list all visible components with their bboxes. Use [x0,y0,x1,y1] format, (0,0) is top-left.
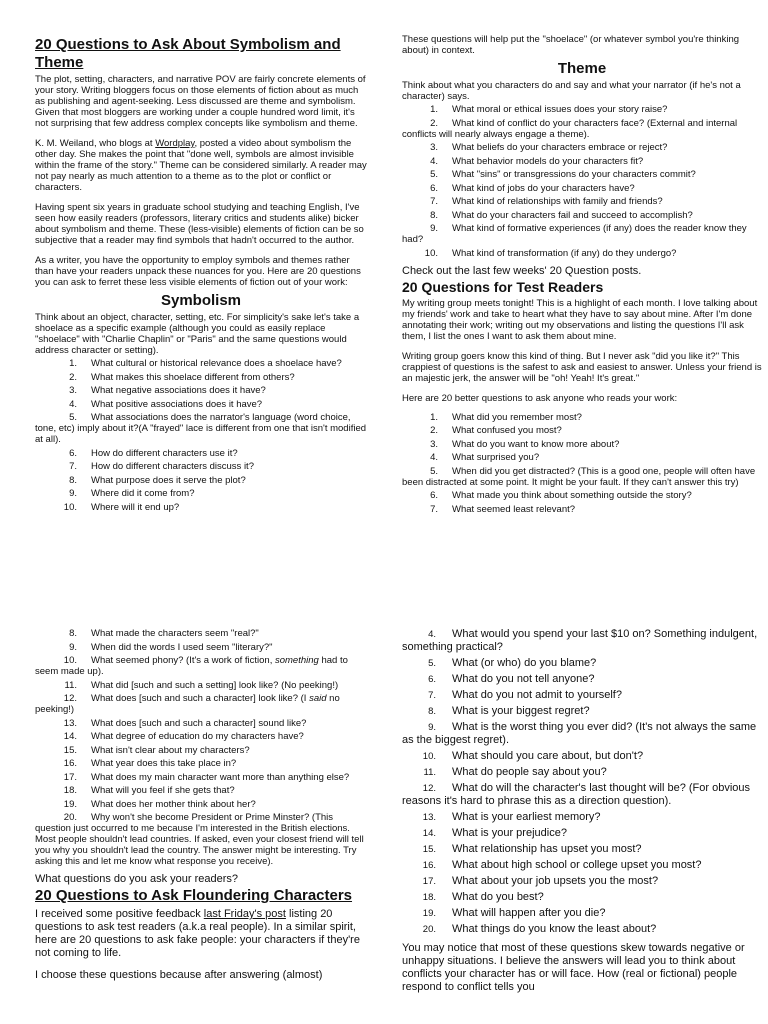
list-item-number: 4. [69,398,77,410]
list-item-text: What about high school or college upset you most? [452,859,702,871]
list-item-number: 10. [422,751,436,762]
list-item-number: 8. [428,706,436,717]
list-item-text: What moral or ethical issues does your story raise? [452,104,668,115]
list-item-text: What "sins" or transgressions do your characters commit? [452,169,696,180]
list-item-text: What is your earliest memory? [452,811,601,823]
intro-paragraph-3: Having spent six years in graduate school studying and teaching English, I've seen how easily readers (professors, literary critics and students alike) bicker about symbolism and theme. These (less-visible) elements of fiction can be so subjective that a reader may find symbols that hadn't occurred to the author. [35,202,364,246]
list-item [35,448,367,459]
list-item [35,642,367,653]
list-item-text: What do will the character's last thought will be? (For obvious reasons it's hard to phrase this as a direction question). [402,782,751,807]
list-item [35,399,367,410]
list-item [402,705,762,718]
list-item-text: What kind of conflict do your characters face? (External and internal conflicts will nearly always engage a theme). [402,117,738,140]
list-item [402,412,762,423]
list-item-text: What behavior models do your characters fit? [452,155,644,167]
list-item [402,782,762,808]
floundering-question-list [402,628,762,936]
list-item [35,628,367,639]
list-item-text: What do your characters fail and succeed to accomplish? [452,209,693,221]
list-item-number: 7. [428,690,436,701]
list-item-text: What did you remember most? [452,411,582,423]
list-item-text: What do people say about you? [452,766,607,778]
list-item [402,452,762,463]
checkout-note: Check out the last few weeks' 20 Question posts. [402,264,642,277]
list-item-number: 1. [69,358,77,369]
list-item-text: What will happen after you die? [452,907,606,919]
list-item-number: 3. [430,142,438,153]
list-item-number: 5. [430,169,438,180]
list-item-number: 2. [430,425,438,436]
list-item-number: 2. [430,117,438,129]
test-readers-question-list [402,412,762,513]
list-item-text: What do you not admit to yourself? [452,689,622,701]
list-item-text: What do you want to know more about? [452,438,620,450]
list-item-number: 3. [430,438,438,450]
list-item [402,248,762,259]
intro-paragraph-1: The plot, setting, characters, and narrative POV are fairly concrete elements of your story. Writing bloggers focus on those elements of fiction about as much as publishing and agent-seeking. Less discussed are theme and symbolism. Given that most bloggers are working under a couple hundred word limit, it's not surprising that few address complex concepts like symbolism and theme. [35,74,366,129]
list-item [402,104,762,115]
list-item [35,772,367,783]
list-item-text: What should you care about, but don't? [452,750,644,762]
list-item-number: 9. [69,641,77,653]
list-item [35,731,367,742]
list-item [402,766,762,779]
list-item-text: What kind of relationships with family and friends? [452,196,663,207]
list-item-number: 13. [63,717,77,729]
list-item-number: 7. [430,503,438,512]
page2-right-column [402,628,762,1003]
list-item-text: What does [such and such a character] sound like? [91,717,307,729]
list-item-number: 17. [63,771,77,783]
list-item [35,461,367,472]
list-item-number: 15. [422,844,436,855]
list-item-number: 19. [422,908,436,919]
list-item-text: What about your job upsets you the most? [452,875,659,887]
list-item [402,142,762,153]
list-item [35,758,367,769]
list-item-number: 13. [422,812,436,823]
last-fridays-post-link[interactable]: last Friday's post [203,908,286,920]
list-item [402,183,762,194]
list-item [35,812,367,867]
list-item-text: What made you think about something outside the story? [452,490,692,501]
list-item-text: What do you best? [452,891,544,903]
list-item-text: When did you get distracted? (This is a good one, people will often have been distracted at some point. It might be your fault. If they can't answer this try) [402,465,756,488]
list-item [402,210,762,221]
list-item-number: 20. [422,924,436,935]
list-item-number: 9. [430,223,438,234]
theme-heading: Theme [557,60,607,77]
list-item-number: 7. [430,196,438,207]
list-item-text: What is your biggest regret? [452,705,590,717]
list-item [402,657,762,670]
list-item-text: What cultural or historical relevance does a shoelace have? [91,358,342,369]
list-item [402,750,762,763]
symbolism-heading: Symbolism [160,292,242,309]
list-item-text: How do different characters use it? [91,447,238,459]
list-item-number: 5. [428,658,436,669]
list-item-text: What beliefs do your characters embrace or reject? [452,142,668,153]
list-item-number: 18. [63,785,77,796]
theme-question-list [402,104,762,259]
test-readers-question-list-continued [35,628,367,867]
list-item-text: What confused you most? [452,425,562,436]
list-item [35,488,367,499]
test-readers-paragraph-2: Writing group goers know this kind of thing. But I never ask "did you like it?" This crappiest of questions is the safest to ask and easiest to answer. Unless your friend is an majestic jerk, the answer will be "oh! Yeah! It's great." [402,350,762,384]
list-item-number: 17. [422,876,436,887]
list-item-text: What relationship has upset you most? [452,843,642,855]
list-item-number: 5. [430,465,438,477]
list-item-text: What seemed least relevant? [452,503,576,512]
list-item-text: said [309,693,327,704]
list-item [35,502,367,513]
list-item [402,891,762,904]
list-item [402,490,762,501]
list-item [402,689,762,702]
list-item-text: What kind of jobs do your characters have? [452,182,635,194]
list-item-number: 14. [63,731,77,742]
list-item [402,673,762,686]
list-item [402,425,762,436]
list-item-number: 1. [430,104,438,115]
list-item-number: 10. [424,247,438,259]
list-item-number: 10. [63,655,77,666]
list-item [402,923,762,936]
list-item [402,156,762,167]
list-item-number: 9. [428,722,436,733]
list-item-text: When did the words I used seem "literary?" [91,641,273,653]
list-item-text: What associations does the narrator's language (word choice, tone, etc) imply about it?(A "frayed" lace is different from one that isn't modified at all). [35,412,367,445]
list-item-text: had to seem made up). [35,655,348,677]
list-item-number: 6. [69,447,77,459]
list-item-number: 4. [428,629,436,640]
list-item [402,827,762,840]
list-item-number: 11. [64,679,77,691]
list-item [35,785,367,796]
list-item-text: What did [such and such a setting] look like? (No peeking!) [91,679,339,691]
list-item [402,439,762,450]
list-item [402,907,762,920]
list-item [402,628,762,654]
list-item-number: 19. [63,798,77,810]
list-item-number: 4. [430,452,438,463]
floundering-closing-paragraph: You may notice that most of these questions skew towards negative or unhappy situations. I believe the answers will lead you to think about conflicts your character has or will face. How (real or fictional) people respond to conflict tells you [402,942,745,993]
list-item-number: 8. [69,628,77,639]
list-item [35,412,367,445]
readers-closing-question: What questions do you ask your readers? [35,873,239,885]
list-item-number: 18. [422,892,436,903]
context-note: These questions will help put the "shoelace" (or whatever symbol you're thinking about) in context. [402,34,740,56]
list-item-text: something [274,655,319,666]
list-item-text: What would you spend your last $10 on? Something indulgent, something practical? [402,628,758,653]
list-item-text: How do different characters discuss it? [91,461,254,472]
list-item-number: 8. [69,474,77,486]
list-item-number: 16. [422,860,436,871]
list-item-number: 10. [63,501,77,512]
list-item-text: What things do you know the least about? [452,923,657,935]
list-item-text: What is your prejudice? [452,827,567,839]
list-item-text: What positive associations does it have? [91,398,263,410]
list-item [35,745,367,756]
intro-paragraph-2: K. M. Weiland, who blogs at Wordplay, posted a video about symbolism the other day. She makes the point that "done well, symbols are almost invisible within the frame of the story." Theme can be considered similarly. A reader may not pay nearly as much attention to a theme as to the plot or conflict or characters. [35,138,367,193]
list-item-text: What kind of formative experiences (if any) does the reader know they had? [402,223,747,245]
list-item-text: What will you feel if she gets that? [91,785,235,796]
list-item [402,859,762,872]
list-item [35,385,367,396]
list-item-number: 12. [422,783,436,794]
list-item-text: What isn't clear about my characters? [91,744,250,756]
list-item-text: What seemed phony? (It's a work of fiction, [91,655,275,666]
list-item-number: 11. [423,767,436,778]
list-item [402,169,762,180]
list-item-text: What kind of transformation (if any) do they undergo? [452,247,677,259]
list-item-text: What negative associations does it have? [91,385,266,396]
document-page-2 [0,612,768,1024]
list-item [402,118,762,140]
list-item-text: What made the characters seem "real?" [91,628,259,639]
list-item [402,196,762,207]
list-item-number: 5. [69,412,77,423]
list-item-text: What purpose does it serve the plot? [91,474,246,486]
symbolism-question-list [35,358,367,512]
list-item [402,843,762,856]
list-item-number: 6. [428,674,436,685]
list-item [402,811,762,824]
list-item [35,693,367,715]
list-item [35,718,367,729]
list-item-text: What do you not tell anyone? [452,673,595,685]
list-item-number: 6. [430,182,438,194]
list-item-number: 14. [422,828,436,839]
intro-paragraph-4: As a writer, you have the opportunity to employ symbols and themes rather than have your readers unpack these nuances for you. Here are 20 questions you can ask to ferret these less visible elements of fiction out of your work: [35,255,361,288]
floundering-paragraph-2: I choose these questions because after answering (almost) [35,969,323,981]
list-item-number: 15. [63,744,77,756]
list-item [402,504,762,513]
list-item-text: no peeking!) [35,693,340,715]
list-item-number: 16. [63,758,77,769]
list-item [35,372,367,383]
list-item-number: 2. [69,371,77,383]
list-item-number: 3. [69,385,77,396]
list-item [35,655,367,677]
page2-left-column [35,628,367,991]
list-item-text: Where will it end up? [91,501,180,512]
list-item [35,799,367,810]
list-item [35,358,367,369]
wordplay-link[interactable]: Wordplay [155,138,195,149]
list-item-text: What does [such and such a character] look like? (I [91,693,310,704]
list-item-text: What year does this take place in? [91,758,237,769]
test-readers-paragraph-1: My writing group meets tonight! This is a highlight of each month. I love talking about my friends' work and take to heart what they have to say about mine. After I'm done annotating their work; writing out my observations and listing the questions I'll ask them, I list the ones I want to ask them about mine. [402,297,758,342]
list-item-number: 12. [63,693,77,704]
list-item [402,875,762,888]
page1-right-column [402,34,762,512]
test-readers-title: 20 Questions for Test Readers [402,278,604,295]
list-item-number: 4. [430,155,438,167]
list-item-text: What (or who) do you blame? [452,657,597,669]
test-readers-paragraph-3: Here are 20 better questions to ask anyone who reads your work: [402,392,678,404]
article-title-symbolism-theme: 20 Questions to Ask About Symbolism and Theme [35,36,341,71]
list-item-text: Why won't she become President or Prime Minster? (This question just occurred to me because I'm interested in the British elections. Most people shouldn't lead countries. If asked, even your closest friend will tell you why you shouldn't lead the country. The answer might be interesting. Try asking this and let me know what response you receive). [35,812,364,867]
list-item-number: 7. [69,461,77,472]
floundering-paragraph-1: I received some positive feedback last Friday's post listing 20 questions to ask test readers (a.k.a real people). In a similar spirit, here are 20 questions to ask fake people: your characters if they're not coming to life. [35,908,360,959]
list-item-text: What does her mother think about her? [91,798,256,810]
list-item-text: What makes this shoelace different from others? [91,371,295,383]
list-item [402,223,762,245]
list-item-number: 20. [63,812,77,823]
list-item [402,721,762,747]
list-item [35,680,367,691]
list-item-text: What surprised you? [452,452,540,463]
list-item [35,475,367,486]
symbolism-intro: Think about an object, character, setting, etc. For simplicity's sake let's take a shoelace as a specific example (although you could as easily replace "shoelace" with "Charlie Chaplin" or "Paris" and the same questions would address character or setting). [35,312,360,356]
list-item-number: 9. [69,488,77,499]
list-item-text: What is the worst thing you ever did? (It's not always the same as the biggest regret). [402,721,757,746]
list-item-text: What degree of education do my characters have? [91,731,304,742]
floundering-characters-title: 20 Questions to Ask Floundering Characters [35,887,353,904]
list-item-text: What does my main character want more than anything else? [91,771,350,783]
list-item-number: 6. [430,490,438,501]
list-item [402,466,762,488]
list-item-text: Where did it come from? [91,488,195,499]
theme-intro: Think about what you characters do and say and what your narrator (if he's not a character) says. [402,80,741,102]
list-item-number: 8. [430,209,438,221]
list-item-number: 1. [430,411,438,423]
page1-left-column [35,36,367,512]
